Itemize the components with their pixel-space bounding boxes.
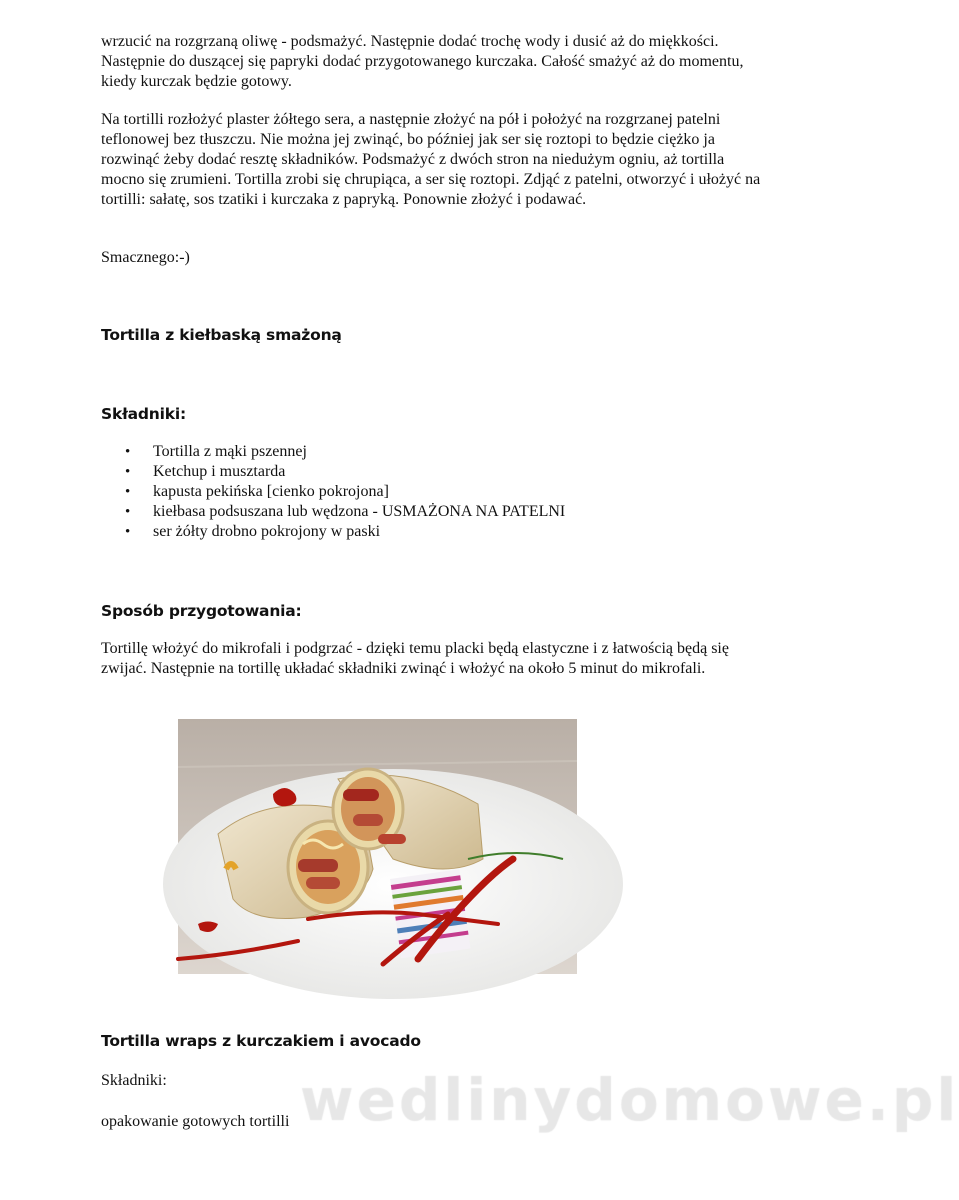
list-item: • kiełbasa podsuszana lub wędzona - USMAŻONA NA PATELNI [101,502,565,522]
ingredient-line: opakowanie gotowych tortilli [101,1113,290,1130]
recipe-title-kielbaska: Tortilla z kiełbaską smażoną [101,326,342,344]
ingredients-label: Składniki: [101,1072,167,1089]
list-item: • ser żółty drobno pokrojony w paski [101,522,565,542]
list-item: • kapusta pekińska [cienko pokrojona] [101,482,565,502]
list-item: • Tortilla z mąki pszennej [101,442,565,462]
method-paragraph: Tortillę włożyć do mikrofali i podgrzać - dzięki temu placki będą elastyczne i z łatwością będą się zwijać. Następnie na tortillę układać składniki zwinąć i włożyć na około 5 minut do mikrofali. [101,640,729,677]
tortilla-paragraph: Na tortilli rozłożyć plaster żółtego sera, a następnie złożyć na pół i położyć na rozgrzanej patelni teflonowej bez tłuszczu. Nie można jej zwinąć, bo później jak ser się roztopi to będzie ciężko ja rozwinąć żeby dodać resztę składników. Podsmażyć z dwóch stron na niedużym ogniu, aż tortilla mocno się zrumieni. Tortilla zrobi się chrupiąca, a ser się roztopi. Zdjąć z patelni, otworzyć i ułożyć na tortilli: sałatę, sos tzatiki i kurczaka z papryką. Ponownie złożyć i podawać. [101,111,761,208]
ingredients-heading: Składniki: [101,405,186,423]
food-photo-icon [178,719,577,974]
intro-paragraph: wrzucić na rozgrzaną oliwę - podsmażyć. Następnie dodać trochę wody i dusić aż do miękkości. Następnie do duszącej się papryki dodać przygotowanego kurczaka. Całość smażyć aż do momentu, kiedy kurczak będzie gotowy. [101,33,744,90]
closing-text: Smacznego:-) [101,249,190,266]
list-item: • Ketchup i musztarda [101,462,565,482]
recipe-title-wraps: Tortilla wraps z kurczakiem i avocado [101,1032,421,1050]
food-photo [178,719,577,974]
ingredients-list [101,442,565,542]
method-heading: Sposób przygotowania: [101,602,302,620]
watermark: wedlinydomowe.pl [300,1066,959,1134]
